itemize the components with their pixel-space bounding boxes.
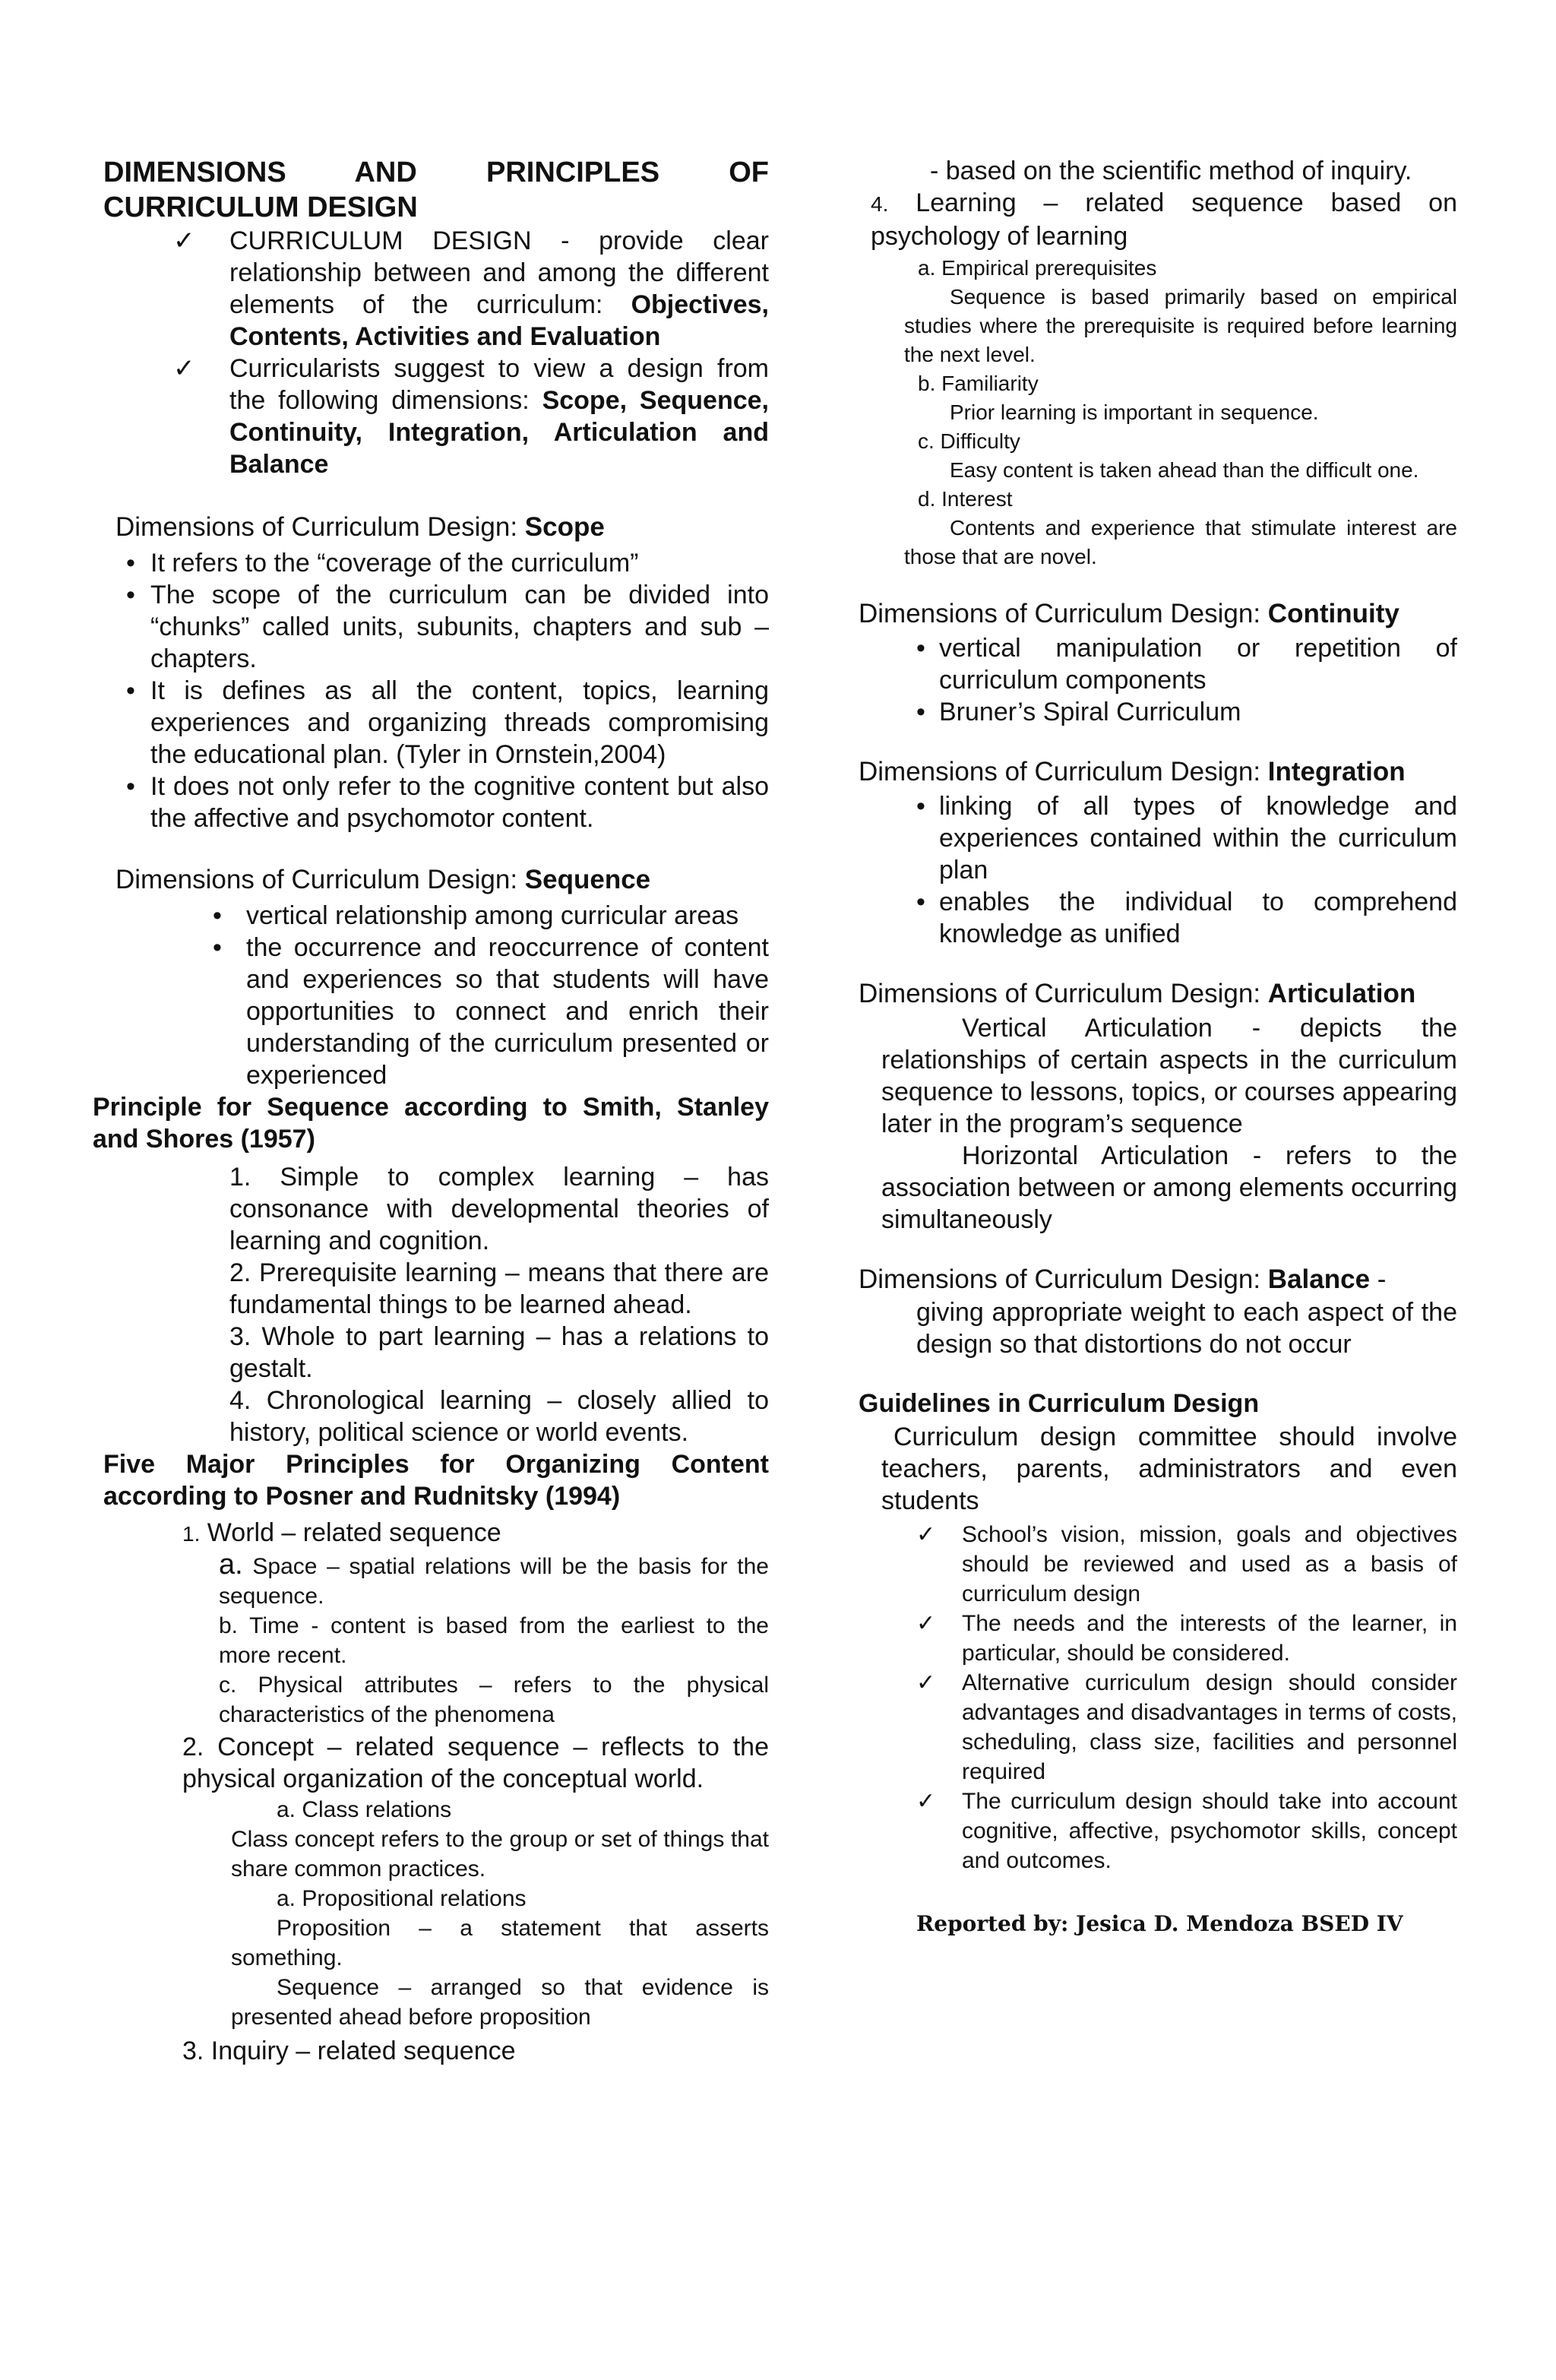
check-icon: ✓ xyxy=(916,1789,936,1814)
concept-sub-text: Class concept refers to the group or set of things that share common practices. xyxy=(231,1827,769,1882)
integration-list xyxy=(916,790,1457,950)
heading-prefix: Dimensions of Curriculum Design: xyxy=(859,1264,1268,1294)
world-sub-c: c. Physical attributes – refers to the physical characteristics of the phenomena xyxy=(219,1673,769,1727)
checklist-text: CURRICULUM DESIGN - provide clear relationship between and among the different elements of the curriculum: xyxy=(229,226,769,319)
heading-prefix: Dimensions of Curriculum Design: xyxy=(859,757,1268,786)
learning-title xyxy=(871,187,1457,252)
horizontal-articulation: Horizontal Articulation - refers to the association between or among elements occurring simultaneously xyxy=(881,1141,1457,1234)
heading-suffix: - xyxy=(1370,1264,1387,1294)
list-item-text: vertical relationship among curricular areas xyxy=(246,901,739,930)
bullet-icon: • xyxy=(916,792,925,821)
scope-heading xyxy=(115,511,769,544)
list-item-text: It refers to the “coverage of the curriculum” xyxy=(150,549,639,578)
heading-keyword: Integration xyxy=(1267,757,1406,786)
check-icon: ✓ xyxy=(916,1670,936,1695)
list-item-text: It is defines as all the content, topics, learning experiences and organizing threads compromising the educational plan. (Tyler in Ornstein,2004) xyxy=(150,676,769,769)
concept-sub-label: a. Class relations xyxy=(277,1797,452,1822)
check-icon: ✓ xyxy=(173,354,195,383)
guidelines-heading: Guidelines in Curriculum Design xyxy=(859,1389,1260,1418)
guideline-text: School’s vision, mission, goals and objectives should be reviewed and used as a basis of curriculum design xyxy=(962,1522,1457,1606)
title-word: DIMENSIONS xyxy=(103,157,286,188)
guideline-text: The needs and the interests of the learner, in particular, should be considered. xyxy=(962,1611,1457,1666)
heading-keyword: Balance xyxy=(1267,1264,1371,1294)
sequence-heading xyxy=(115,863,769,897)
concept-sequence xyxy=(182,1731,769,2032)
learning-sub-label: b. Familiarity xyxy=(918,372,1039,395)
bullet-icon: • xyxy=(126,549,135,578)
guidelines-list xyxy=(916,1520,1457,1875)
bullet-icon: • xyxy=(916,888,925,916)
document-title xyxy=(103,155,769,225)
bullet-icon: • xyxy=(126,581,135,609)
bullet-icon: • xyxy=(213,933,222,962)
concept-sub-text: Proposition – a statement that asserts something. xyxy=(231,1916,769,1970)
heading-keyword: Continuity xyxy=(1267,599,1399,628)
list-item-text: linking of all types of knowledge and experiences contained within the curriculum plan xyxy=(939,792,1457,885)
learning-sub-label: c. Difficulty xyxy=(918,429,1020,453)
list-item-text: enables the individual to comprehend knowledge as unified xyxy=(939,888,1457,948)
principle-item: 1. Simple to complex learning – has consonance with developmental theories of learning and cognition. xyxy=(229,1163,769,1255)
world-sequence xyxy=(182,1517,769,1730)
guideline-item xyxy=(916,1609,1457,1668)
list-item xyxy=(126,547,769,579)
guidelines-intro: Curriculum design committee should involve teachers, parents, administrators and even students xyxy=(881,1423,1457,1515)
sub-letter: a. xyxy=(219,1549,243,1581)
check-icon: ✓ xyxy=(916,1611,936,1636)
design-checklist xyxy=(175,225,769,480)
list-item-text: Bruner’s Spiral Curriculum xyxy=(939,698,1241,726)
list-item-text: vertical manipulation or repetition of curriculum components xyxy=(939,634,1457,695)
item-label: Learning – related sequence based on psychology of learning xyxy=(871,188,1457,251)
concept-sub-text: Sequence – arranged so that evidence is presented ahead before proposition xyxy=(231,1975,769,2030)
list-item xyxy=(916,632,1457,696)
checklist-bold: Objectives, Contents, Activities and Evaluation xyxy=(229,290,769,351)
list-item xyxy=(916,696,1457,728)
title-word: AND xyxy=(354,157,417,188)
list-item-text: The scope of the curriculum can be divided into “chunks” called units, subunits, chapters and sub – chapters. xyxy=(150,581,769,673)
concept-title: 2. Concept – related sequence – reflects to the physical organization of the conceptual world. xyxy=(182,1733,769,1793)
guideline-item xyxy=(916,1668,1457,1787)
principle-item: 4. Chronological learning – closely allied to history, political science or world events. xyxy=(229,1386,769,1447)
principle-heading: Principle for Sequence according to Smith, Stanley and Shores (1957) xyxy=(93,1093,769,1154)
item-label: World – related sequence xyxy=(200,1518,501,1547)
right-column xyxy=(859,155,1457,1938)
heading-prefix: Dimensions of Curriculum Design: xyxy=(115,865,525,894)
item-number: 1. xyxy=(182,1522,201,1546)
heading-prefix: Dimensions of Curriculum Design: xyxy=(859,599,1268,628)
vertical-articulation: Vertical Articulation - depicts the relationships of certain aspects in the curriculum sequence to lessons, topics, or courses appearing later in the program’s sequence xyxy=(881,1014,1457,1138)
list-item xyxy=(126,771,769,834)
list-item xyxy=(126,675,769,771)
guideline-item xyxy=(916,1787,1457,1875)
list-item-text: It does not only refer to the cognitive content but also the affective and psychomotor content. xyxy=(150,772,769,833)
balance-heading xyxy=(859,1263,1457,1296)
heading-prefix: Dimensions of Curriculum Design: xyxy=(115,512,525,542)
principle-item: 2. Prerequisite learning – means that there are fundamental things to be learned ahead. xyxy=(229,1258,769,1319)
list-item xyxy=(126,579,769,675)
guideline-item xyxy=(916,1520,1457,1609)
reported-by: Reported by: Jesica D. Mendoza BSED IV xyxy=(916,1911,1403,1936)
title-line-2: CURRICULUM DESIGN xyxy=(103,191,418,223)
checklist-item xyxy=(175,353,769,480)
learning-subitems xyxy=(904,254,1457,571)
guideline-text: The curriculum design should take into account cognitive, affective, psychomotor skills, concept and outcomes. xyxy=(962,1789,1457,1873)
learning-sub-text: Sequence is based primarily based on empirical studies where the prerequisite is required before learning the next level. xyxy=(904,285,1457,366)
inquiry-description: - based on the scientific method of inquiry. xyxy=(930,157,1412,185)
list-item-text: the occurrence and reoccurrence of content and experiences so that students will have opportunities to connect and enrich their understanding of the curriculum presented or experienced xyxy=(246,933,769,1090)
list-item xyxy=(916,790,1457,886)
left-column xyxy=(93,155,770,2067)
guideline-text: Alternative curriculum design should consider advantages and disadvantages in terms of costs, scheduling, class size, facilities and personnel required xyxy=(962,1670,1457,1784)
checklist-bold: Scope, Sequence, Continuity, Integration, Articulation and Balance xyxy=(229,386,769,479)
principles-list xyxy=(229,1161,769,1448)
title-word: PRINCIPLES xyxy=(486,157,660,188)
list-item xyxy=(916,886,1457,950)
learning-sub-text: Contents and experience that stimulate interest are those that are novel. xyxy=(904,516,1457,568)
world-title xyxy=(182,1517,769,1550)
balance-text: giving appropriate weight to each aspect of the design so that distortions do not occur xyxy=(916,1298,1457,1359)
continuity-heading xyxy=(859,597,1457,631)
integration-heading xyxy=(859,755,1457,789)
bullet-icon: • xyxy=(916,698,925,726)
title-line-1 xyxy=(103,155,769,190)
learning-sub-text: Easy content is taken ahead than the difficult one. xyxy=(950,458,1419,482)
bullet-icon: • xyxy=(916,634,925,663)
principle-item: 3. Whole to part learning – has a relations to gestalt. xyxy=(229,1322,769,1383)
articulation-heading xyxy=(859,977,1457,1011)
learning-sub-label: a. Empirical prerequisites xyxy=(918,256,1157,280)
learning-sub-text: Prior learning is important in sequence. xyxy=(950,400,1319,424)
heading-keyword: Sequence xyxy=(524,865,651,894)
title-word: OF xyxy=(729,157,770,188)
inquiry-title: 3. Inquiry – related sequence xyxy=(182,2037,516,2065)
checklist-text: Curricularists suggest to view a design from the following dimensions: xyxy=(229,354,769,415)
sub-text: Space – spatial relations will be the basis for the sequence. xyxy=(219,1554,769,1609)
bullet-icon: • xyxy=(213,901,222,930)
concept-sub-label: a. Propositional relations xyxy=(277,1886,527,1911)
world-sub-b: b. Time - content is based from the earliest to the more recent. xyxy=(219,1613,769,1668)
checklist-item xyxy=(175,225,769,353)
heading-prefix: Dimensions of Curriculum Design: xyxy=(859,979,1268,1008)
five-principles-heading: Five Major Principles for Organizing Content according to Posner and Rudnitsky (1994) xyxy=(103,1450,769,1511)
item-number: 4. xyxy=(871,192,889,216)
sequence-list xyxy=(213,900,769,1091)
bullet-icon: • xyxy=(126,676,135,705)
check-icon: ✓ xyxy=(173,226,195,255)
continuity-list xyxy=(916,632,1457,728)
world-sub-a xyxy=(219,1550,769,1611)
list-item xyxy=(213,932,769,1091)
scope-list xyxy=(126,547,769,834)
heading-keyword: Articulation xyxy=(1267,979,1416,1008)
check-icon: ✓ xyxy=(916,1522,936,1547)
heading-keyword: Scope xyxy=(524,512,605,542)
list-item xyxy=(213,900,769,932)
learning-sub-label: d. Interest xyxy=(918,487,1013,511)
bullet-icon: • xyxy=(126,772,135,801)
